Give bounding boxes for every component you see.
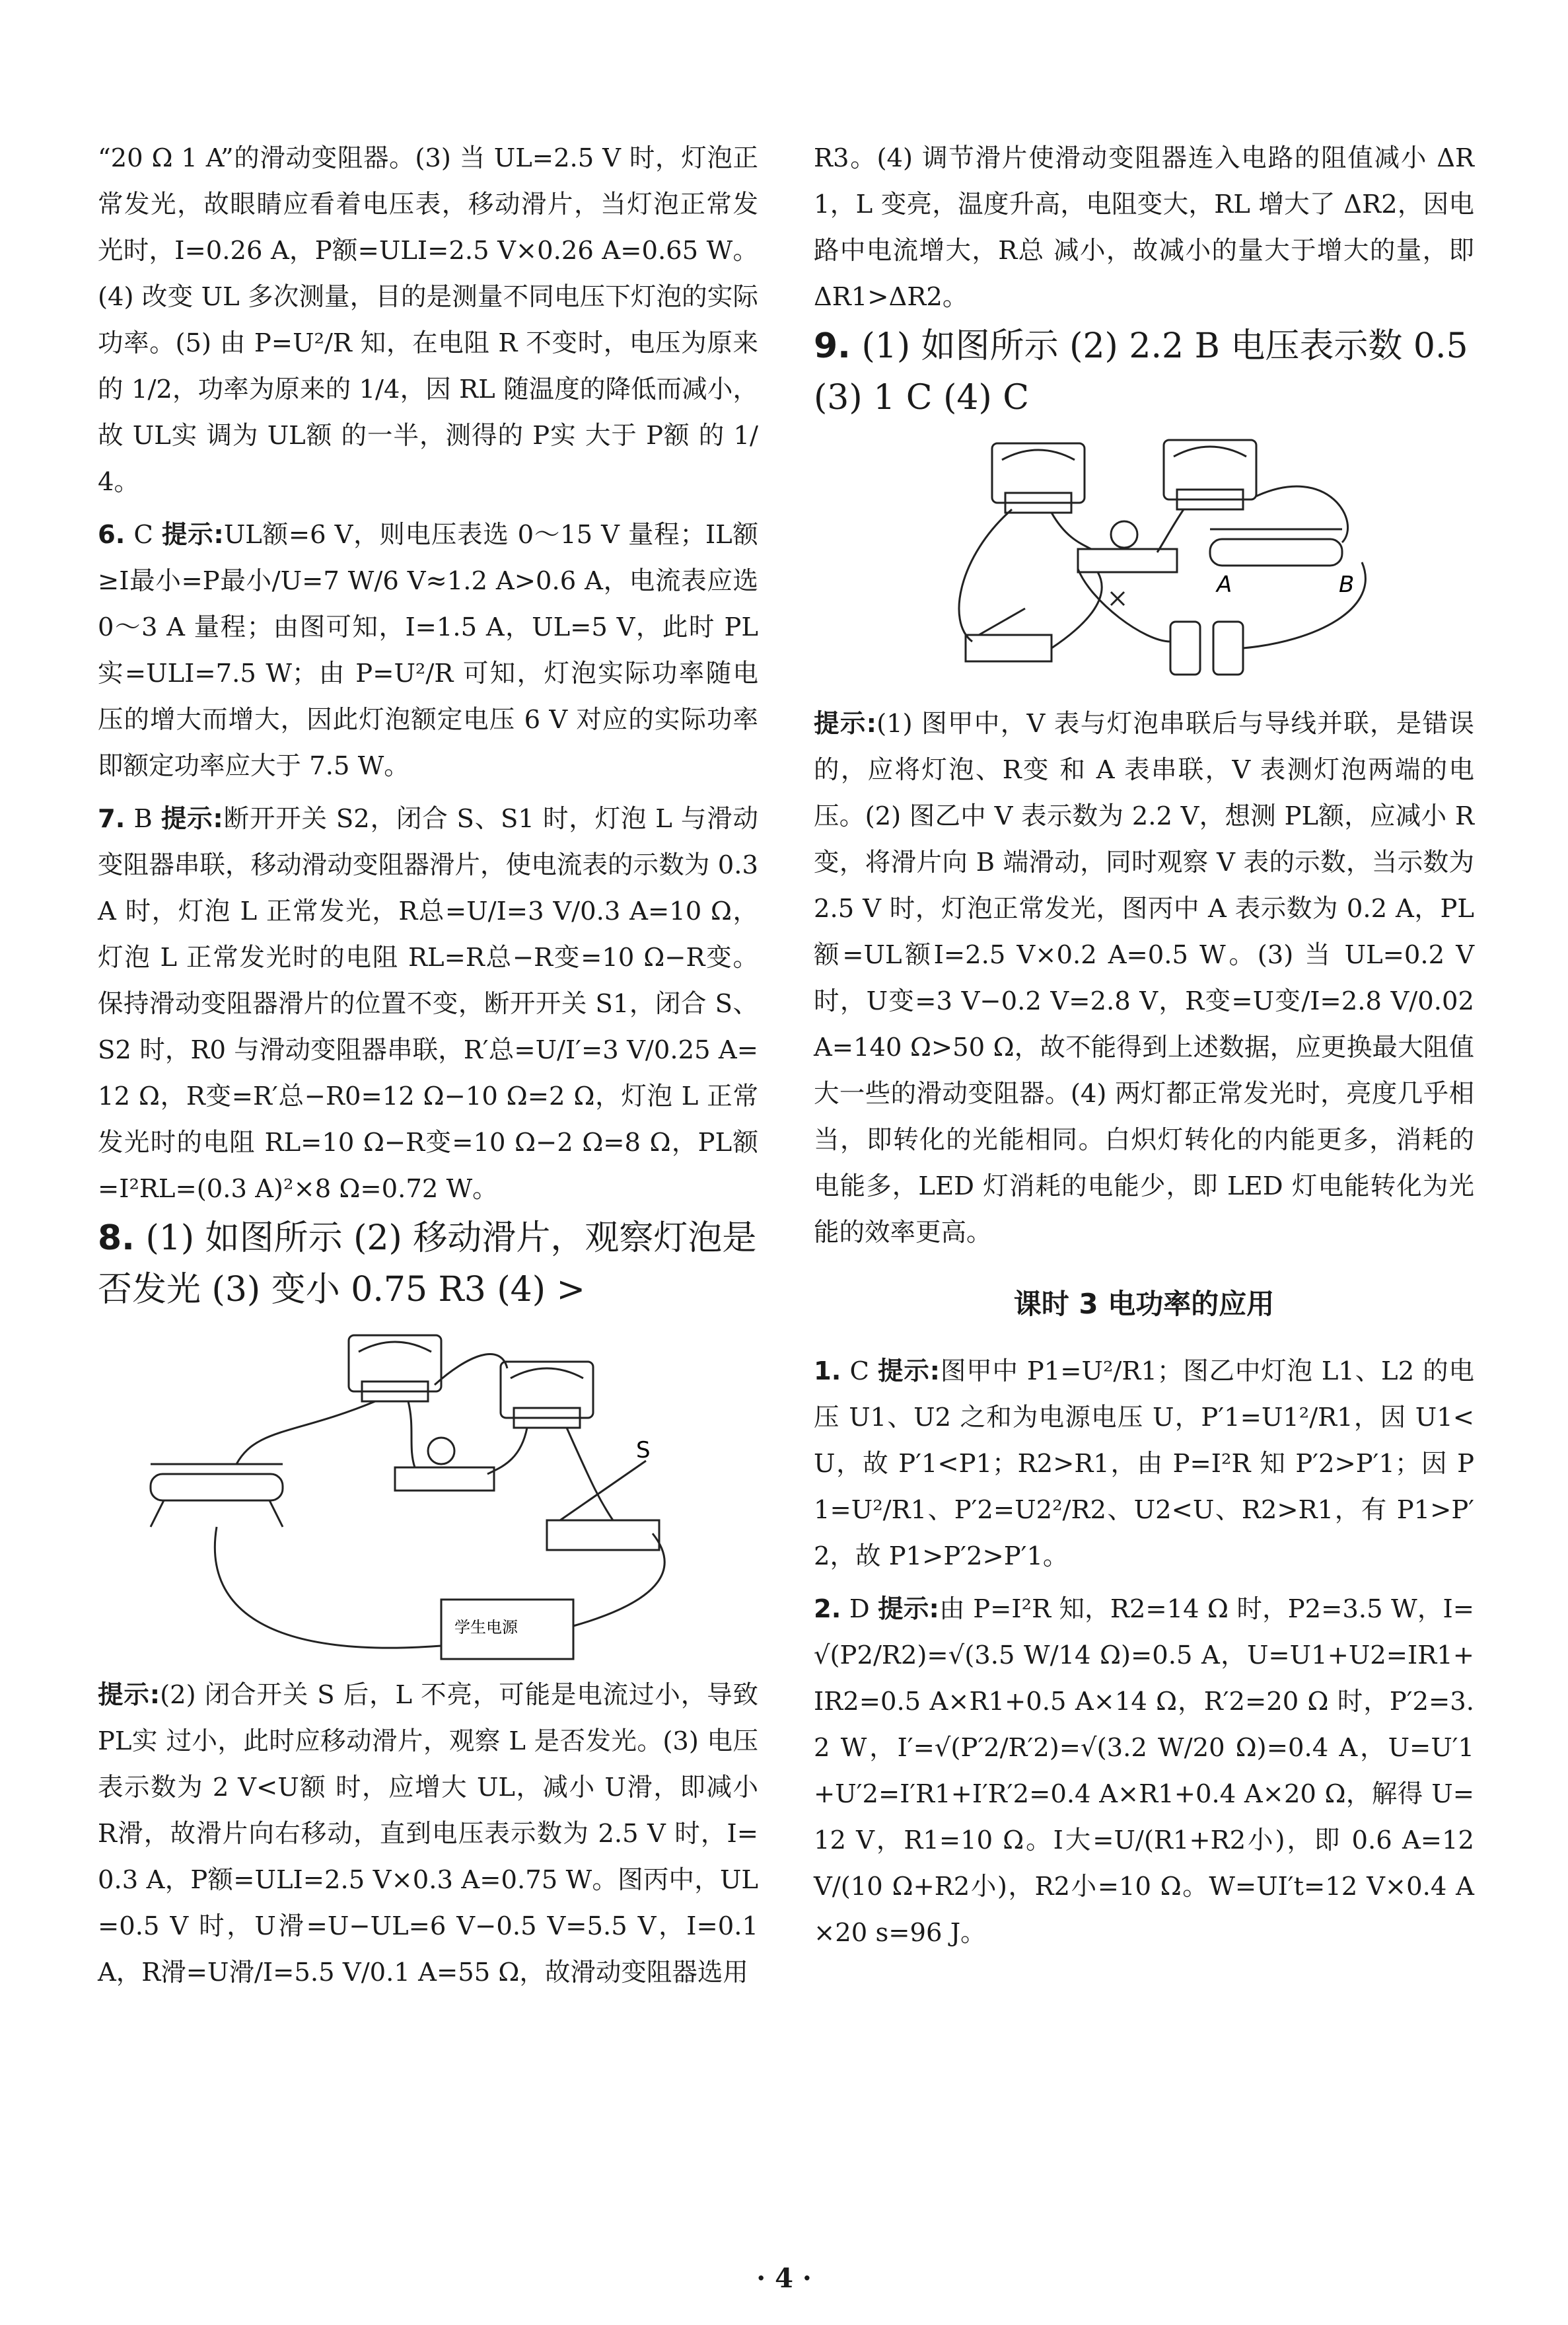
q9-number: 9. [814,326,851,366]
switch-icon [966,635,1051,661]
bulb-board-icon [1078,549,1177,572]
q8-circuit-figure [98,1315,758,1672]
q2-hint-label: 提示: [878,1594,939,1624]
q8-hint [98,1672,758,1996]
q7-number: 7. [98,804,125,834]
q9-answer-text: (1) 如图所示 (2) 2.2 B 电压表示数 0.5 (3) 1 C (4) C [814,326,1468,418]
q8-answer [98,1212,758,1315]
q6-hint-text: UL额=6 V，则电压表选 0～15 V 量程；IL额≥I最小=P最小/U=7 W/6 V≈1.2 A>0.6 A，电流表应选 0～3 A 量程；由图可知，I=1.5 A，UL=5 V，此时 PL实=ULI=7.5 W；由 P=U²/R 可知，灯泡实际功率随电压的增大而增大，因此灯泡额定电压 6 V 对应的实际功率即额定功率应大于 7.5 W。 [98,520,758,781]
q9-circuit-figure [814,424,1474,701]
q8-circuit-diagram [98,1315,758,1672]
q5-continuation: “20 Ω 1 A”的滑动变阻器。(3) 当 UL=2.5 V 时，灯泡正常发光，故眼睛应看着电压表，移动滑片，当灯泡正常发光时，I=0.26 A，P额=ULI=2.5 V×0.26 A=0.65 W。(4) 改变 UL 多次测量，目的是测量不同电压下灯泡的实际功率。(5) 由 P=U²/R 知，在电阻 R 不变时，电压为原来的 1/2，功率为原来的 1/4，因 RL 随温度的降低而减小，故 UL实 调为 UL额 的一半，测得的 P实 大于 P额 的 1/4。 [98,143,758,497]
q2-choice: D [849,1594,870,1624]
q8-hint-label: 提示: [98,1680,160,1710]
q9-circuit-diagram [814,424,1474,701]
q9-hint-label: 提示: [814,709,877,739]
switch-icon [547,1520,659,1550]
right-column [814,135,1474,1956]
left-column [98,135,758,1996]
q8-hint-text: (2) 闭合开关 S 后，L 不亮，可能是电流过小，导致 PL实 过小，此时应移动滑片，观察 L 是否发光。(3) 电压表示数为 2 V<U额 时，应增大 UL，减小 U滑，即减小 R滑，故滑片向右移动，直到电压表示数为 2.5 V 时，I=0.3 A，P额=ULI=2.5 V×0.3 A=0.75 W。图丙中，UL=0.5 V 时，U滑=U−UL=6 V−0.5 V=5.5 V，I=0.1 A，R滑=U滑/I=5.5 V/0.1 A=55 Ω，故滑动变阻器选用 [98,1680,758,1987]
switch-label-s: S [636,1437,651,1463]
bulb-board-icon [395,1467,494,1491]
q1-hint-label: 提示: [878,1356,941,1386]
q1-answer [814,1348,1474,1580]
q8-continuation: R3。(4) 调节滑片使滑动变阻器连入电路的阻值减小 ΔR1，L 变亮，温度升高，电阻变大，RL 增大了 ΔR2，因电路中电流增大，R总 减小，故减小的量大于增大的量，即 ΔR1>ΔR2。 [814,143,1474,312]
section-title: 课时 3 电功率的应用 [1013,1288,1275,1320]
rheostat-label-a: A [1217,572,1232,598]
q1-choice: C [849,1356,869,1386]
power-supply-label: 学生电源 [454,1618,518,1637]
q2-number: 2. [814,1594,841,1624]
q9-answer [814,320,1474,424]
q7-answer [98,796,758,1212]
q9-hint-text: (1) 图甲中，V 表与灯泡串联后与导线并联，是错误的，应将灯泡、R变 和 A 表串联，V 表测灯泡两端的电压。(2) 图乙中 V 表示数为 2.2 V，想测 PL额，应减小 R变，将滑片向 B 端滑动，同时观察 V 表的示数，当示数为 2.5 V 时，灯泡正常发光，图丙中 A 表示数为 0.2 A，PL额=UL额I=2.5 V×0.2 A=0.5 W。(3) 当 UL=0.2 V 时，U变=3 V−0.2 V=2.8 V，R变=U变/I=2.8 V/0.02 A=140 Ω>50 Ω，故不能得到上述数据，应更换最大阻值大一些的滑动变阻器。(4) 两灯都正常发光时，亮度几乎相当，即转化的光能相同。白炽灯转化的内能更多，消耗的电能多，LED 灯消耗的电能少，即 LED 灯电能转化为光能的效率更高。 [814,709,1474,1247]
q7-hint-label: 提示: [160,804,223,834]
q8-answer-text: (1) 如图所示 (2) 移动滑片，观察灯泡是否发光 (3) 变小 0.75 R3 (4) > [98,1218,757,1310]
q9-hint [814,701,1474,1256]
q7-hint-text: 断开开关 S2，闭合 S、S1 时，灯泡 L 与滑动变阻器串联，移动滑动变阻器滑片，使电流表的示数为 0.3 A 时，灯泡 L 正常发光，R总=U/I=3 V/0.3 A=10 Ω，灯泡 L 正常发光时的电阻 RL=R总−R变=10 Ω−R变。保持滑动变阻器滑片的位置不变，断开开关 S1，闭合 S、S2 时，R0 与滑动变阻器串联，R′总=U/I′=3 V/0.25 A=12 Ω，R变=R′总−R0=12 Ω−10 Ω=2 Ω，灯泡 L 正常发光时的电阻 RL=10 Ω−R变=10 Ω−2 Ω=8 Ω，PL额=I²RL=(0.3 A)²×8 Ω=0.72 W。 [98,804,758,1204]
rheostat-icon [151,1474,283,1500]
q8-number: 8. [98,1218,135,1258]
battery-icon [1213,622,1243,675]
battery-icon [1170,622,1200,675]
q6-choice: C [133,520,153,550]
q6-number: 6. [98,520,125,550]
q2-answer [814,1586,1474,1956]
q2-hint-text: 由 P=I²R 知，R2=14 Ω 时，P2=3.5 W，I=√(P2/R2)=√(3.5 W/14 Ω)=0.5 A，U=U1+U2=IR1+IR2=0.5 A×R1+0.5 A×14 Ω，R′2=20 Ω 时，P′2=3.2 W，I′=√(P′2/R′2)=√(3.2 W/20 Ω)=0.4 A，U=U′1+U′2=I′R1+I′R′2=0.4 A×R1+0.4 A×20 Ω，解得 U=12 V，R1=10 Ω。I大=U/(R1+R2小)，即 0.6 A=12 V/(10 Ω+R2小)，R2小=10 Ω。W=UI′t=12 V×0.4 A×20 s=96 J。 [814,1594,1474,1948]
q6-answer [98,512,758,790]
page-number: · 4 · [756,2263,812,2294]
q6-hint-label: 提示: [161,520,224,550]
q7-choice: B [133,804,153,834]
rheostat-icon [1210,539,1342,566]
q1-hint-text: 图甲中 P1=U²/R1；图乙中灯泡 L1、L2 的电压 U1、U2 之和为电源电压 U，P′1=U1²/R1，因 U1<U，故 P′1<P1；R2>R1，由 P=I²R 知 P′2>P′1；因 P1=U²/R1、P′2=U2²/R2、U2<U、R2>R1，有 P1>P′2，故 P1>P′2>P′1。 [814,1356,1474,1571]
rheostat-label-b: B [1339,572,1355,598]
q1-number: 1. [814,1356,841,1386]
